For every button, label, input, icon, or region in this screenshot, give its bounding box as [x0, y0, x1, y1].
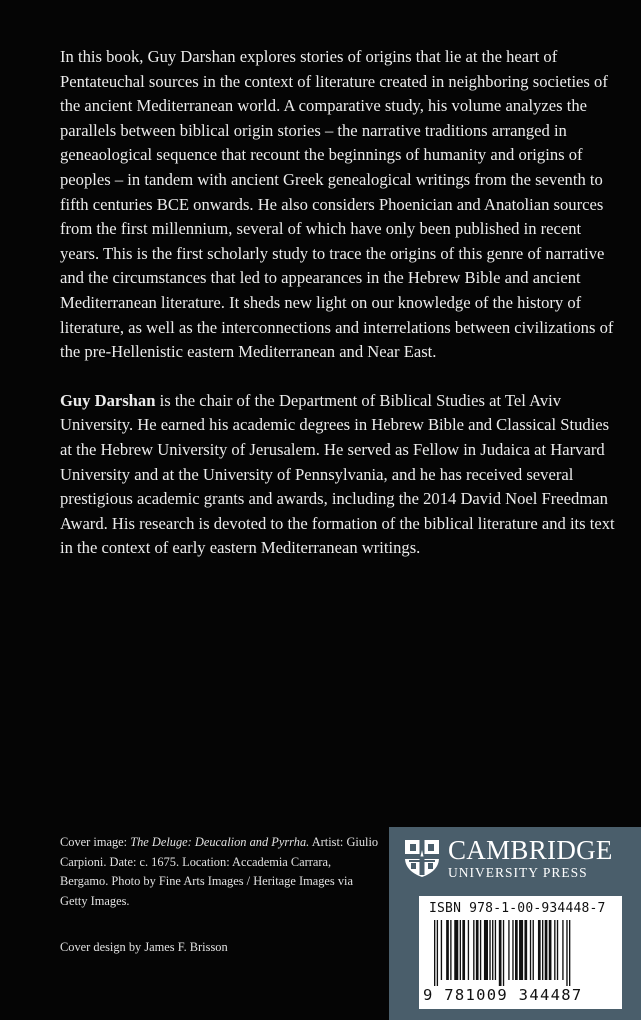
barcode-bar	[562, 920, 563, 980]
barcode-bar	[499, 920, 502, 986]
barcode-bar	[557, 920, 558, 980]
publisher-name: CAMBRIDGE	[448, 835, 613, 865]
barcode-bar	[441, 920, 442, 980]
barcode-bar	[454, 920, 458, 980]
author-bio-text: is the chair of the Department of Biblical Studies at Tel Aviv University. He earned his academic degrees in Hebrew Bible and Classical Studies at the Hebrew University of Jerusalem. He served as Fellow in Judaica at Harvard University and at the University of Pennsylvania, and he has received several prestigious academic grants and awards, including the 2014 David Noel Freedman Award. His research is devoted to the formation of the biblical literature and its text in the context of early eastern Mediterranean writings.	[60, 390, 615, 558]
barcode-bar	[508, 920, 509, 980]
publisher-subname: UNIVERSITY PRESS	[448, 865, 588, 880]
description-paragraph: In this book, Guy Darshan explores stories of origins that lie at the heart of Pentateuchal sources in the context of literature created in neighboring societies of the ancient Mediterranean world. A comparative study, his volume analyzes the parallels between biblical origin stories – the narrative traditions arranged in geneaological sequence that recount the beginnings of humanity and origins of peoples – in tandem with ancient Greek genealogical writings from the seventh to fifth centuries BCE onwards. He also considers Phoenician and Anatolian sources from the first millennium, several of which have only been published in recent years. This is the first scholarly study to trace the origins of this genre of narrative and the circumstances that led to appearances in the Hebrew Bible and ancient Mediterranean literature. It sheds new light on our knowledge of the history of literature, as well as the interconnections and interrelations between civilizations of the pre-Hellenistic eastern Mediterranean and Near East.	[60, 47, 614, 362]
barcode-bar	[492, 920, 493, 980]
isbn-label: ISBN 978-1-00-934448-7	[429, 901, 606, 916]
author-bio	[60, 389, 620, 561]
barcode-bar	[524, 920, 527, 980]
barcode-bar	[434, 920, 435, 986]
barcode-bar	[519, 920, 523, 980]
barcode-bar	[549, 920, 552, 980]
barcode-bar	[515, 920, 518, 980]
barcode-bar	[542, 920, 543, 980]
credit-prefix: Cover image:	[60, 835, 131, 849]
barcode-bar	[495, 920, 496, 980]
publisher-panel	[389, 827, 641, 1020]
barcode-bar	[538, 920, 541, 980]
barcode-bar	[473, 920, 474, 980]
barcode-bar	[533, 920, 534, 980]
barcode-bar	[566, 920, 567, 986]
barcode-bar	[446, 920, 449, 980]
barcode-bar	[554, 920, 555, 980]
credit-details: Artist: Giulio Carpioni. Date: c. 1675. Location: Accademia Carrara, Bergamo. Photo by Fine Arts Images / Heritage Images via Getty Images.	[60, 835, 379, 908]
barcode-bar	[503, 920, 504, 986]
barcode-bar	[569, 920, 570, 986]
barcode-bar	[468, 920, 469, 980]
publisher-logo	[403, 837, 613, 880]
barcode-bars	[434, 920, 610, 986]
barcode-bar	[450, 920, 451, 980]
author-name: Guy Darshan	[60, 390, 156, 410]
barcode-bar	[476, 920, 479, 980]
barcode-bar	[484, 920, 488, 980]
barcode-bar	[512, 920, 513, 980]
cover-design-credit: Cover design by James F. Brisson	[60, 940, 228, 954]
shield-crest-icon	[403, 838, 441, 878]
book-description	[60, 45, 620, 585]
barcode-bar	[530, 920, 531, 980]
barcode-bar	[480, 920, 481, 980]
isbn-barcode	[419, 896, 622, 1009]
cover-image-credit	[60, 833, 380, 911]
barcode-digits: 9 781009 344487	[423, 986, 583, 1004]
artwork-title: The Deluge: Deucalion and Pyrrha.	[130, 835, 310, 849]
barcode-bar	[489, 920, 490, 980]
barcode-bar	[462, 920, 465, 980]
barcode-bar	[460, 920, 461, 980]
barcode-bar	[437, 920, 438, 986]
barcode-bar	[545, 920, 548, 980]
